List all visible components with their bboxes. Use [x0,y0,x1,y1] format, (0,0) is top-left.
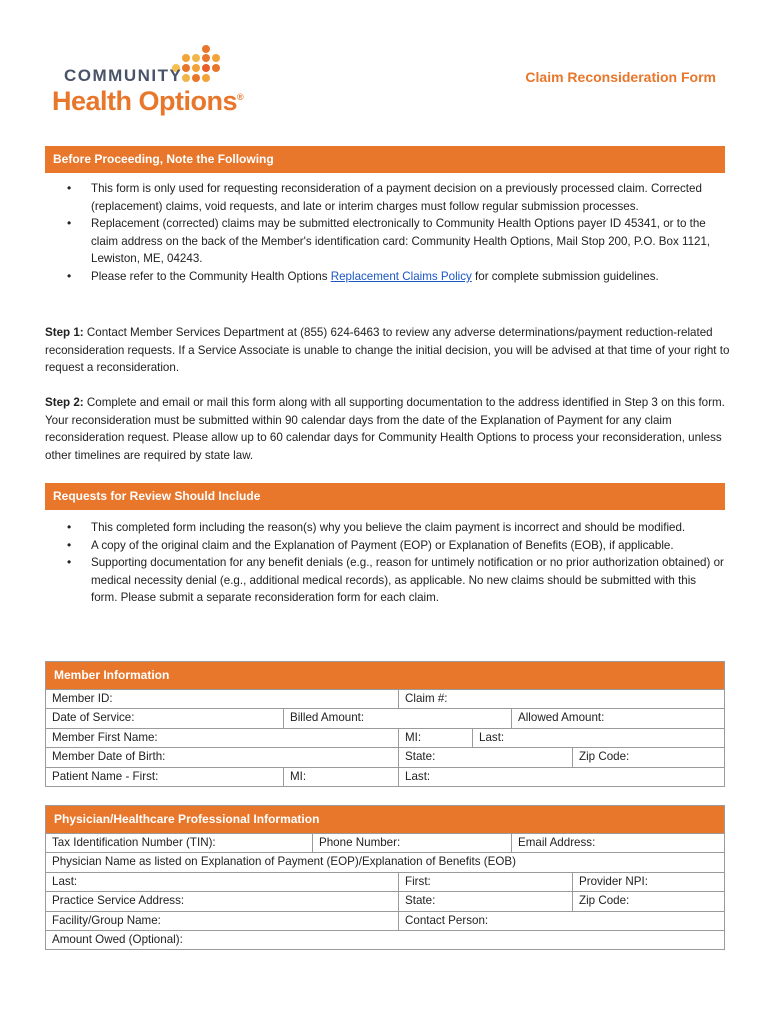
table-row [46,708,724,727]
billed-amount-field[interactable]: Billed Amount: [283,709,511,727]
practice-state-field[interactable]: State: [398,892,572,910]
requests-for-review-header: Requests for Review Should Include [45,483,725,510]
patient-last-name-field[interactable]: Last: [398,768,724,786]
logo-text-health-options: Health Options® [52,86,244,116]
physician-first-name-field[interactable]: First: [398,873,572,891]
practice-zip-field[interactable]: Zip Code: [572,892,724,910]
patient-mi-field[interactable]: MI: [283,768,398,786]
list-item: • Supporting documentation for any benefit denials (e.g., reason for untimely notification or no prior authorization obtained) or medical necessity denial (e.g., additional medical records), as applicable. No new claims should be submitted with this form. Please submit a separate reconsideration form for each claim. [91,554,725,607]
contact-person-field[interactable]: Contact Person: [398,912,724,930]
claim-number-field[interactable]: Claim #: [398,690,724,708]
list-item: • This completed form including the reason(s) why you believe the claim payment is incorrect and should be modified. [91,519,725,537]
list-item: • This form is only used for requesting reconsideration of a payment decision on a previously processed claim. Corrected (replacement) claims, void requests, and late or interim charges must follow regular submission processes. [91,180,725,215]
table-row [46,852,724,871]
table-row [46,930,724,949]
member-zip-field[interactable]: Zip Code: [572,748,724,766]
table-row [46,872,724,891]
physician-information-table [45,805,725,950]
requests-for-review-list [45,519,725,607]
provider-npi-field[interactable]: Provider NPI: [572,873,724,891]
table-row [46,747,724,766]
member-mi-field[interactable]: MI: [398,729,472,747]
physician-last-name-field[interactable]: Last: [52,874,78,888]
amount-owed-field[interactable]: Amount Owed (Optional): [52,932,183,946]
replacement-claims-policy-link[interactable]: Replacement Claims Policy [330,269,472,283]
email-address-field[interactable]: Email Address: [511,834,724,852]
physician-name-label: Physician Name as listed on Explanation of Payment (EOP)/Explanation of Benefits (EOB) [52,855,516,869]
list-item: • Please refer to the Community Health Options Replacement Claims Policy for complete submission guidelines. [91,268,725,286]
member-information-table [45,661,725,787]
before-proceeding-list [45,180,725,286]
member-first-name-field[interactable]: Member First Name: [52,730,158,744]
physician-information-header: Physician/Healthcare Professional Information [46,806,724,833]
allowed-amount-field[interactable]: Allowed Amount: [511,709,724,727]
table-row [46,689,724,708]
patient-first-name-field[interactable]: Patient Name - First: [52,769,159,783]
table-row [46,891,724,910]
step-2-paragraph: Step 2: Complete and email or mail this form along with all supporting documentation to the address identified in Step 3 on this form. Your reconsideration must be submitted within 90 calendar days from the date of the Explanation of Payment for any claim reconsideration request. Please allow up to 60 calendar days for Community Health Options to process your reconsideration, unless other timelines are required by state law. [45,396,725,462]
member-dob-field[interactable]: Member Date of Birth: [52,750,166,764]
tin-field[interactable]: Tax Identification Number (TIN): [52,836,216,849]
member-id-field[interactable]: Member ID: [52,692,113,705]
practice-address-field[interactable]: Practice Service Address: [52,894,185,908]
table-row [46,728,724,747]
step-1-paragraph: Step 1: Contact Member Services Department at (855) 624-6463 to review any adverse determinations/payment reduction-related reconsideration requests. If a Service Associate is unable to change the initial decision, you will be advised at that time of your right to request a reconsideration. [45,326,730,375]
page-title: Claim Reconsideration Form [525,69,716,85]
community-health-options-logo [50,44,250,124]
table-row [46,833,724,852]
phone-number-field[interactable]: Phone Number: [312,834,511,852]
member-state-field[interactable]: State: [398,748,572,766]
list-item: • A copy of the original claim and the Explanation of Payment (EOP) or Explanation of Benefits (EOB), if applicable. [91,537,725,555]
table-row [46,911,724,930]
member-last-name-field[interactable]: Last: [472,729,724,747]
facility-group-name-field[interactable]: Facility/Group Name: [52,913,161,927]
table-row [46,767,724,786]
member-information-header: Member Information [46,662,724,689]
date-of-service-field[interactable]: Date of Service: [52,711,135,725]
before-proceeding-header: Before Proceeding, Note the Following [45,146,725,173]
list-item: • Replacement (corrected) claims may be submitted electronically to Community Health Options payer ID 45341, or to the claim address on the back of the Member's identification card: Community Health Options, Mail Stop 200, P.O. Box 1121, Lewiston, ME, 04243. [91,215,725,268]
logo-text-community: COMMUNITY [64,66,183,85]
